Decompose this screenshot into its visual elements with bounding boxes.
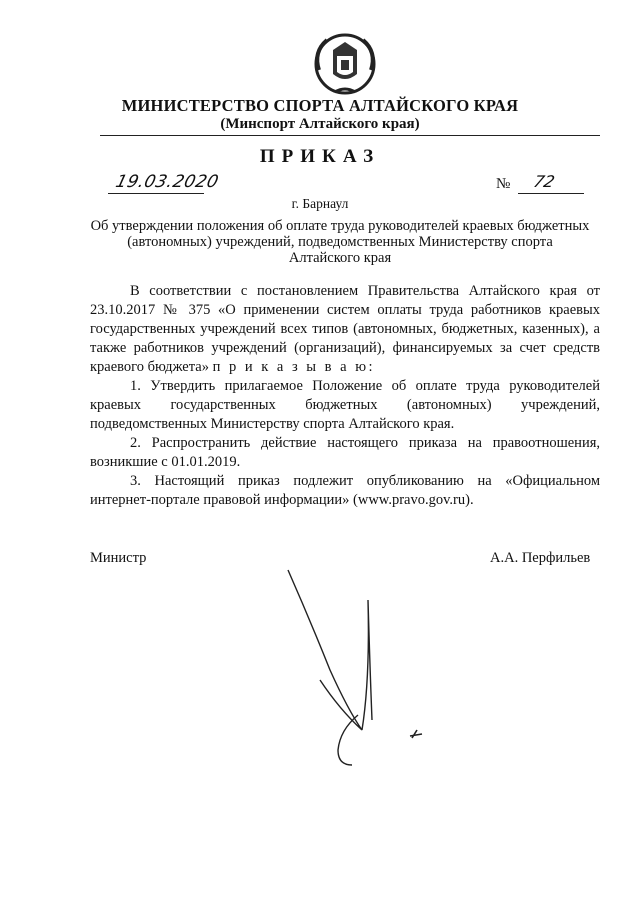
paragraph-item-1: 1. Утвердить прилагаемое Положение об оплате труда руководителей краевых государственных бюджетных (автономных) учреждений, подведомственных Министерству спорта Алтайского края. <box>90 378 600 432</box>
paragraph-item-2: 2. Распространить действие настоящего приказа на правоотношения, возникшие с 01.01.2019. <box>90 435 600 470</box>
document-date: 19.03.2020 <box>113 172 221 192</box>
order-word: п р и к а з ы в а ю: <box>212 359 376 375</box>
header-divider <box>100 135 600 136</box>
document-subject: Об утверждении положения об оплате труда руководителей краевых бюджетных (автономных) учреждений, подведомственных Министерству спорта Алтайского края <box>90 218 590 266</box>
document-number: 72 <box>531 172 557 191</box>
document-body <box>90 282 600 510</box>
paragraph-item-3: 3. Настоящий приказ подлежит опубликованию на «Официальном интернет-портале правовой информации» (www.pravo.gov.ru). <box>90 473 600 508</box>
coat-of-arms-icon <box>305 30 385 98</box>
handwritten-signature <box>270 560 470 790</box>
signer-position: Министр <box>90 550 147 566</box>
document-title: ПРИКАЗ <box>259 146 381 167</box>
ministry-short-name: (Минспорт Алтайского края) <box>220 116 420 132</box>
number-label: № <box>496 176 511 192</box>
number-underline <box>518 193 584 194</box>
signer-name: А.А. Перфильев <box>490 550 591 566</box>
preamble-text: В соответствии с постановлением Правительства Алтайского края от 23.10.2017 № 375 «О применении систем оплаты труда работников краевых государственных учреждений всех типов (автономных, бюджетных, казенных), а также работников учреждений (организаций), финансируемых за счет средств краевого бюджета» <box>90 283 600 375</box>
paragraph-preamble <box>90 282 600 377</box>
date-underline <box>108 193 204 194</box>
ministry-name: МИНИСТЕРСТВО СПОРТА АЛТАЙСКОГО КРАЯ <box>121 96 519 115</box>
city: г. Барнаул <box>291 196 349 211</box>
